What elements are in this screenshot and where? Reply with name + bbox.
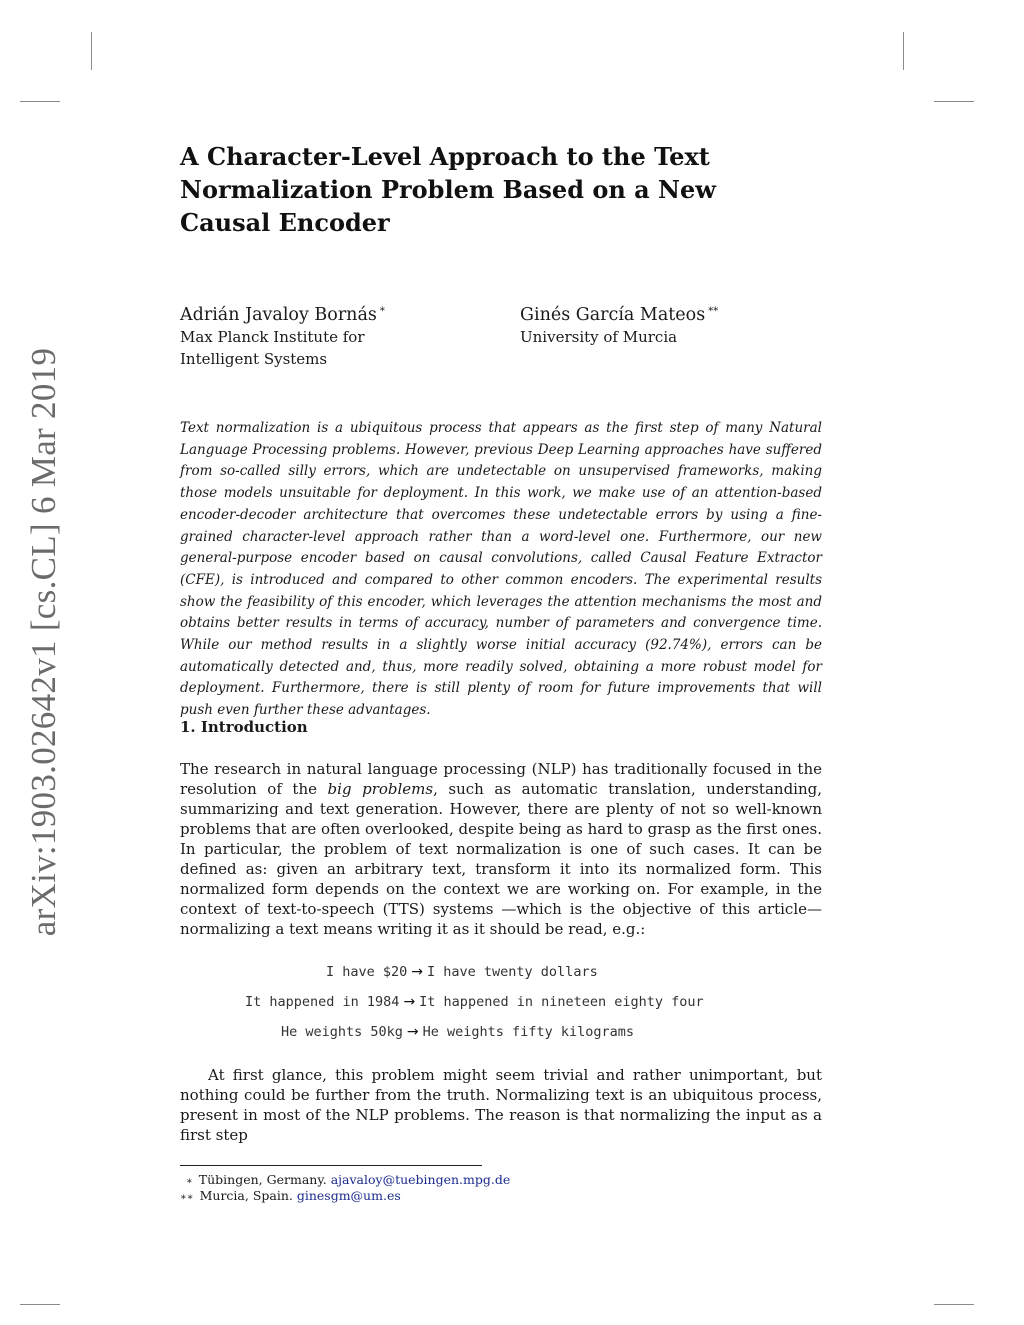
- author-name: Ginés García Mateos **: [520, 305, 719, 325]
- crop-mark: [20, 1304, 60, 1305]
- title-line: Causal Encoder: [180, 208, 390, 237]
- author-name: Adrián Javaloy Bornás *: [180, 305, 385, 325]
- author-affiliation: University of Murcia: [520, 328, 678, 346]
- title-line: A Character-Level Approach to the Text: [180, 142, 710, 171]
- footnote-divider: [180, 1165, 482, 1166]
- intro-paragraph: The research in natural language processing (NLP) has traditionally focused in the resolution of the big problems, such as automatic translation, understanding, summarizing and text generation. However, there are plenty of not so well-known problems that are often overlooked, despite being as hard to grasp as the first ones. In particular, the problem of text normalization is one of such cases. It can be defined as: given an arbitrary text, transform it into its normalized form. This normalized form depends on the context we are working on. For example, in the context of text-to-speech (TTS) systems —which is the objective of this article— normalizing a text means writing it as it should be read, e.g.:: [180, 760, 822, 938]
- crop-mark: [934, 101, 974, 102]
- intro-paragraph: At first glance, this problem might seem trivial and rather unimportant, but nothing could be further from the truth. Normalizing text is an ubiquitous process, present in most of the NLP problems. The reason is that normalizing the input as a first step: [180, 1066, 822, 1144]
- section-heading: 1. Introduction: [180, 718, 308, 736]
- author-affiliation: Max Planck Institute for: [180, 328, 365, 346]
- arrow-icon: →: [403, 994, 416, 1010]
- normalization-example: It happened in 1984 → It happened in nineteen eighty four: [245, 994, 704, 1010]
- arrow-icon: →: [406, 1024, 419, 1040]
- emphasis: big problems: [327, 780, 434, 798]
- footnote: ∗ Tübingen, Germany. ajavaloy@tuebingen.mpg.de: [186, 1172, 511, 1187]
- author-block-2: [520, 301, 718, 348]
- author-affiliation: Intelligent Systems: [180, 350, 328, 368]
- footnote: ∗∗ Murcia, Spain. ginesgm@um.es: [180, 1188, 401, 1203]
- arxiv-identifier: arXiv:1903.02642v1 [cs.CL] 6 Mar 2019: [24, 347, 63, 937]
- arrow-icon: →: [411, 964, 424, 980]
- author-block-1: [180, 301, 385, 370]
- title-line: Normalization Problem Based on a New: [180, 175, 716, 204]
- author-footnote-mark: *: [379, 306, 385, 317]
- normalization-example: He weights 50kg → He weights fifty kilograms: [281, 1024, 634, 1040]
- crop-mark: [903, 32, 904, 70]
- crop-mark: [91, 32, 92, 70]
- author-footnote-mark: **: [708, 306, 719, 317]
- email-link[interactable]: ajavaloy@tuebingen.mpg.de: [330, 1172, 511, 1187]
- email-link[interactable]: ginesgm@um.es: [296, 1188, 401, 1203]
- crop-mark: [20, 101, 60, 102]
- abstract: Text normalization is a ubiquitous process that appears as the first step of many Natural Language Processing problems. However, previous Deep Learning approaches have suffered from so-called silly errors, which are undetectable on unsupervised frameworks, making those models unsuitable for deployment. In this work, we make use of an attention-based encoder-decoder architecture that overcomes these undetectable errors by using a fine-grained character-level approach rather than a word-level one. Furthermore, our new general-purpose encoder based on causal convolutions, called Causal Feature Extractor (CFE), is introduced and compared to other common encoders. The experimental results show the feasibility of this encoder, which leverages the attention mechanisms the most and obtains better results in terms of accuracy, number of parameters and convergence time. While our method results in a slightly worse initial accuracy (92.74%), errors can be automatically detected and, thus, more readily solved, obtaining a more robust model for deployment. Furthermore, there is still plenty of room for future improvements that will push even further these advantages.: [180, 420, 822, 719]
- normalization-example: I have $20 → I have twenty dollars: [326, 964, 598, 980]
- paper-title: [180, 140, 780, 239]
- crop-mark: [934, 1304, 974, 1305]
